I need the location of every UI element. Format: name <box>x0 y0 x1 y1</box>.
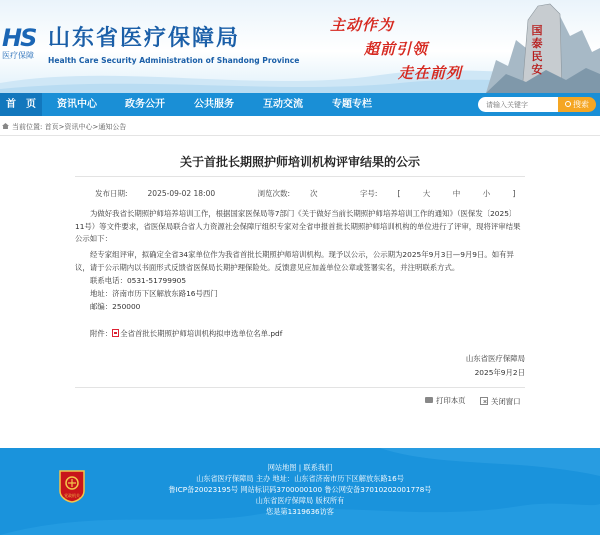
close-window-button[interactable] <box>480 396 521 407</box>
nav-item-news[interactable]: 资讯中心 <box>57 99 97 110</box>
site-footer <box>0 448 600 535</box>
search-input[interactable] <box>478 97 558 112</box>
site-header <box>0 0 600 93</box>
article-paragraph-1: 为做好我省长期照护师培养培训工作，根据国家医保局等7部门《关于做好当前长期照护师培养培训工作的通知》（医保发〔2025〕11号）等文件要求，省医保局联合省人力资源社会保障厅组织专家对全省申报首批长期照护师培训机构的单位进行了评审，现将评审结果公示如下： <box>75 209 521 243</box>
font-size-medium[interactable]: 中 <box>452 189 461 198</box>
logo-mark: HS <box>2 24 36 52</box>
search-button[interactable] <box>558 97 596 112</box>
footer-visitor-count: 您是第1319636访客 <box>266 507 334 516</box>
site-logo[interactable] <box>2 26 42 62</box>
emblem-caption: 党政机关 <box>64 493 80 498</box>
site-subtitle: Health Care Security Administration of Shandong Province <box>48 56 300 65</box>
footer-copyright: 山东省医疗保障局 版权所有 <box>255 496 345 505</box>
breadcrumb-news-center[interactable]: 资讯中心 <box>64 123 93 131</box>
article-paragraph-2: 经专家组评审，拟确定全省34家单位作为我省首批长期照护师培训机构。现予以公示，公示期为2025年9月3日—9月9日。如有异议，请于公示期内以书面形式反馈省医保局长期护理保险处。反馈意见应加盖单位公章或签署实名，并注明联系方式。 <box>75 250 514 272</box>
footer-icp: 鲁ICP备20023195号 网站标识码3700000100 鲁公网安备37010202001778号 <box>168 485 432 494</box>
title-divider <box>75 176 525 177</box>
site-title: 山东省医疗保障局 <box>48 26 241 51</box>
view-count-label: 浏览次数: <box>257 189 291 198</box>
article-meta <box>75 189 525 199</box>
publish-date-label: 发布日期: <box>95 189 128 198</box>
print-page-button[interactable] <box>425 396 466 406</box>
breadcrumb-separator: > <box>92 123 99 131</box>
font-size-bracket-close: ] <box>512 189 516 198</box>
printer-icon <box>425 397 433 403</box>
print-page-label: 打印本页 <box>436 396 466 405</box>
logo-subtext: 医疗保障 <box>2 51 34 60</box>
footer-sitemap-link[interactable]: 网站地图 <box>267 463 297 472</box>
slogan-line-3: 走在前列 <box>398 64 463 82</box>
search-button-label: 搜索 <box>573 100 589 109</box>
breadcrumb-home[interactable]: 首页 <box>44 123 59 131</box>
close-icon <box>480 397 488 405</box>
footer-host-address: 山东省医疗保障局 主办 地址：山东省济南市历下区解放东路16号 <box>196 474 404 483</box>
attachment-link[interactable]: 全省首批长期照护师培训机构拟申选单位名单.pdf <box>120 329 283 338</box>
font-size-label: 字号: <box>359 189 378 198</box>
attachment-label: 附件： <box>90 329 113 338</box>
font-size-small[interactable]: 小 <box>482 189 491 198</box>
stone-inscription: 国泰民安 <box>531 24 543 76</box>
breadcrumb-separator: > <box>58 123 65 131</box>
pdf-icon <box>112 329 119 337</box>
nav-item-special-topics[interactable]: 专题专栏 <box>332 99 372 110</box>
close-window-label: 关闭窗口 <box>491 397 521 406</box>
article-title: 关于首批长期照护师培训机构评审结果的公示 <box>179 155 420 169</box>
publish-date-value: 2025-09-02 18:00 <box>147 189 216 198</box>
font-size-bracket-open: [ <box>397 189 401 198</box>
slogan-line-1: 主动作为 <box>330 16 395 34</box>
breadcrumb <box>2 120 126 134</box>
tools-divider <box>75 387 525 388</box>
footer-links-separator: | <box>298 463 302 472</box>
slogan-line-2: 超前引领 <box>364 40 429 58</box>
contact-phone: 联系电话：0531-51799905 <box>90 276 187 285</box>
nav-item-home[interactable]: 首 页 <box>0 93 42 116</box>
nav-item-public-service[interactable]: 公共服务 <box>194 99 234 110</box>
signature-org: 山东省医疗保障局 <box>465 354 525 363</box>
article <box>75 145 525 415</box>
nav-item-gov-affairs[interactable]: 政务公开 <box>125 99 165 110</box>
view-count <box>248 189 328 198</box>
footer-contact-link[interactable]: 联系我们 <box>303 463 333 472</box>
home-icon <box>2 123 9 129</box>
publish-date <box>85 189 225 198</box>
font-size-control <box>350 189 525 198</box>
contact-zip: 邮编：250000 <box>90 302 141 311</box>
breadcrumb-notices[interactable]: 通知公告 <box>98 123 127 131</box>
attachment <box>90 328 282 340</box>
nav-item-interaction[interactable]: 互动交流 <box>263 99 303 110</box>
contact-address: 地址：济南市历下区解放东路16号西门 <box>90 289 218 298</box>
view-count-value: 次 <box>310 189 318 198</box>
footer-links <box>0 463 600 473</box>
breadcrumb-prefix: 当前位置: <box>12 123 43 131</box>
search-icon <box>565 101 571 107</box>
signature-date: 2025年9月2日 <box>474 368 525 377</box>
font-size-large[interactable]: 大 <box>422 189 431 198</box>
breadcrumb-divider <box>0 135 600 136</box>
